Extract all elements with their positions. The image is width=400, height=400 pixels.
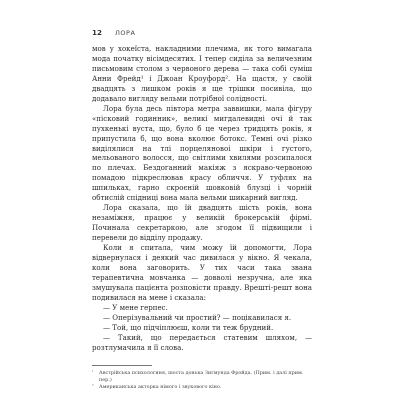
paragraph: Лора була десь півтора метра заввишки, мала фігуру «пісковий годинник», великі мигдалевидні очі й так пухкенькі вуста, що, було б це через тридцять років, я припустила б, що вона вколює ботокс. Темні очі різко виділялися на тлі порцеляновоі шкіри і густого, мельованого волосся, що світлими хвилями розсипалося по плечах. Бездоганний макіяж з яскраво-червоною помадою підкреслював красу обличчя. У туфлях на шпильках, гарно скроєній шовковій блузці і чорній обтислій спідниці вона мала вельми шикарний вигляд. <box>92 103 312 203</box>
paragraph: Лора сказала, що їй двадцять шість років, вона незаміжня, працює у великій брокерській фірмі. Починала секретаркою, але згодом її підвищили і перевели до відділу продажу. <box>92 203 312 243</box>
page-number: 12 <box>92 28 103 37</box>
footnote <box>92 370 312 383</box>
footnote-text: Австрійська психологиня, шоста донька Зигмунда Фройда. (Прим. і далі прим. пер.) <box>99 370 304 383</box>
dialogue-line: — Той, що підчіплюєш, коли ти теж брудний. <box>103 322 274 332</box>
dialogue-line: — Такий, що передається статевим шляхом, — розтлумачила я її слова. <box>92 332 312 352</box>
footnote-mark: ² <box>92 383 94 388</box>
running-head: ЛОРА <box>115 29 136 37</box>
body-text <box>92 44 312 353</box>
footnote-text: Американська акторка німого і звукового кіно. <box>99 384 222 390</box>
dialogue-line: — Оперізувальний чи простий? — поцікавилася я. <box>103 312 292 322</box>
footnote-mark: ¹ <box>92 369 94 374</box>
footnote <box>92 384 312 391</box>
paragraph: Коли я спитала, чим можу їй допомогти, Лора відвернулася і деякий час дивилася у вікно. Я чекала, коли вона заговорить. У тих часи така звана терапевтична мовчанка — довволі незручна, але яка змушувала пацієнта розповісти правду. Врешті-решт вона подивилася на мене і сказала: <box>92 243 312 302</box>
footnotes <box>92 370 312 392</box>
dialogue-line: — У мене герпес. <box>103 302 168 312</box>
paragraph: мов у хокеїста, накладними плечима, як того вимагала мода початку вісімдесятих. І тепер сиділа за величезним письмовим столом з червоного дерева — така собі суміш Анни Фрейд¹ і Джоан Кроуфорд². На щастя, у своїй двадцять з лишком років я ще трішки посивіла, що додавало вигляду вельми потрібної солідності. <box>92 44 312 103</box>
page-header <box>92 28 312 42</box>
footnote-divider <box>92 365 152 366</box>
